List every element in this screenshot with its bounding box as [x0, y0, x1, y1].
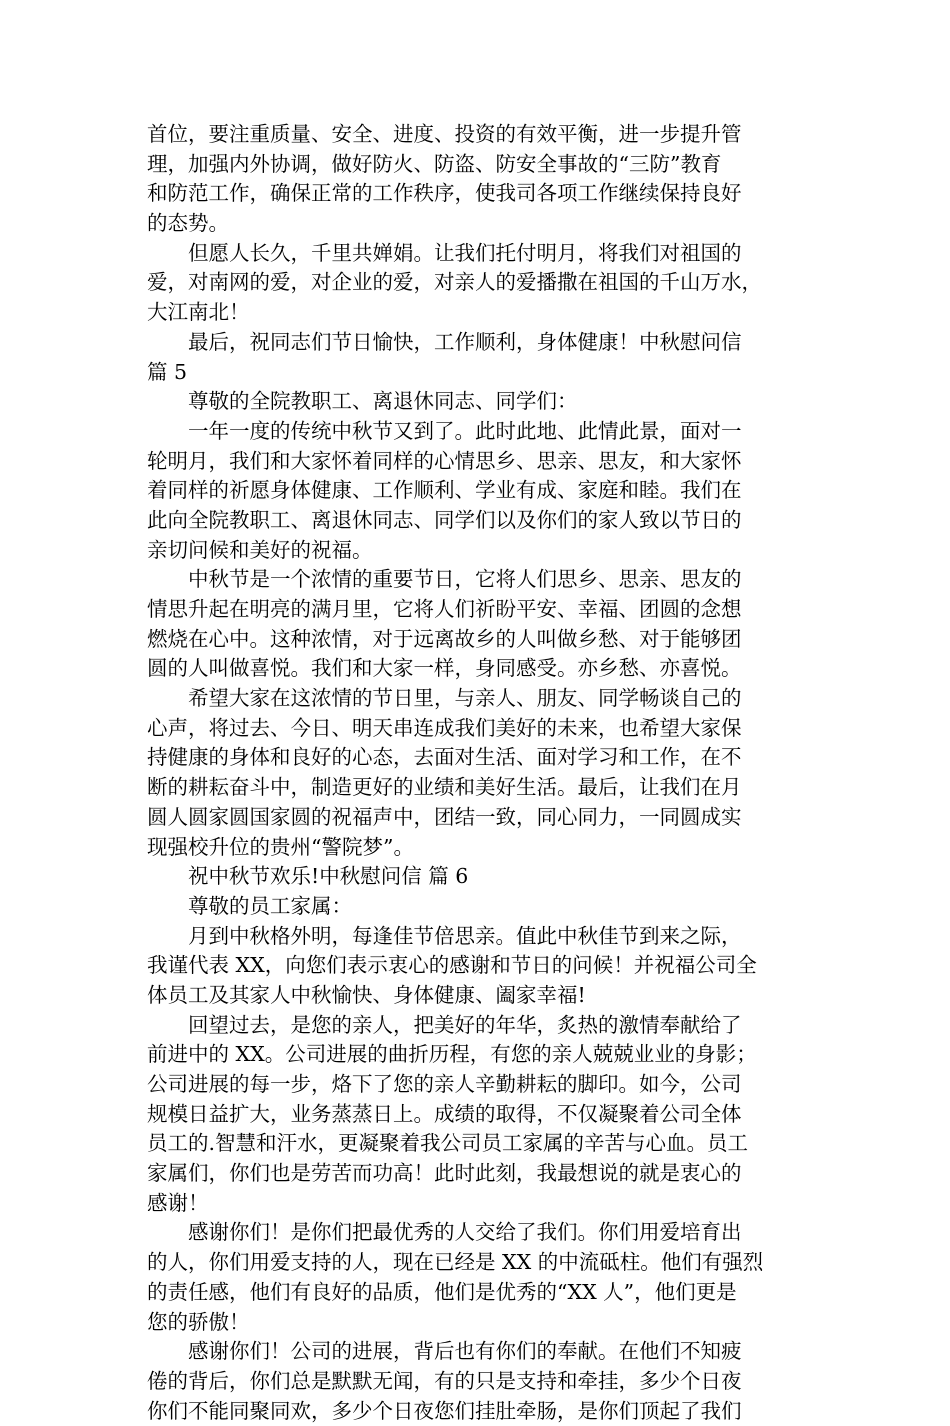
text-line: 尊敬的全院教职工、离退休同志、同学们： — [147, 389, 578, 414]
text-line: 爱，对南网的爱，对企业的爱，对亲人的爱播撒在祖国的千山万水， — [147, 270, 762, 295]
text-line: 一年一度的传统中秋节又到了。此时此地、此情此景，面对一 — [147, 418, 742, 443]
text-line: 和防范工作，确保正常的工作秩序，使我司各项工作继续保持良好 — [147, 181, 742, 206]
text-line: 大江南北！ — [147, 300, 250, 325]
text-line: 倦的背后，你们总是默默无闻，有的只是支持和牵挂，多少个日夜 — [147, 1368, 742, 1393]
text-line: 圆的人叫做喜悦。我们和大家一样，身同感受。亦乡愁、亦喜悦。 — [147, 656, 742, 681]
text-line: 情思升起在明亮的满月里，它将人们祈盼平安、幸福、团圆的念想 — [147, 597, 742, 621]
text-line: 家属们，你们也是劳苦而功高！此时此刻，我最想说的就是衷心的 — [147, 1161, 742, 1186]
text-line: 尊敬的员工家属： — [147, 893, 352, 918]
text-line: 前进中的 XX。公司进展的曲折历程，有您的亲人兢兢业业的身影； — [147, 1042, 757, 1067]
text-line: 理，加强内外协调，做好防火、防盗、防安全事故的“三防”教育 — [147, 151, 722, 176]
text-line: 现强校升位的贵州“警院梦”。 — [147, 834, 414, 859]
text-line: 公司进展的每一步，烙下了您的亲人辛勤耕耘的脚印。如今，公司 — [147, 1072, 742, 1096]
text-line: 你们不能同聚同欢，多少个日夜您们挂肚牵肠，是你们顶起了我们 — [147, 1398, 742, 1423]
text-line: 回望过去，是您的亲人，把美好的年华，炙热的激情奉献给了 — [147, 1012, 742, 1037]
text-line: 亲切问候和美好的祝福。 — [147, 537, 373, 562]
text-line: 断的耕耘奋斗中，制造更好的业绩和美好生活。最后，让我们在月 — [147, 775, 742, 800]
text-line: 的态势。 — [147, 211, 229, 236]
text-line: 月到中秋格外明，每逢佳节倍思亲。值此中秋佳节到来之际， — [147, 923, 742, 948]
text-line: 规模日益扩大，业务蒸蒸日上。成绩的取得，不仅凝聚着公司全体 — [147, 1101, 742, 1126]
text-line: 轮明月，我们和大家怀着同样的心情思乡、思亲、思友，和大家怀 — [147, 448, 742, 473]
text-line: 首位，要注重质量、安全、进度、投资的有效平衡，进一步提升管 — [147, 122, 742, 146]
text-line: 祝中秋节欢乐!中秋慰问信 篇 6 — [147, 864, 469, 889]
text-line: 体员工及其家人中秋愉快、身体健康、阖家幸福! — [147, 982, 586, 1007]
text-line: 您的骄傲！ — [147, 1309, 250, 1334]
text-line: 最后，祝同志们节日愉快，工作顺利，身体健康！中秋慰问信 — [147, 329, 742, 354]
text-line: 圆人圆家圆国家圆的祝福声中，团结一致，同心同力，一同圆成实 — [147, 804, 742, 829]
text-line: 燃烧在心中。这种浓情，对于远离故乡的人叫做乡愁、对于能够团 — [147, 626, 742, 651]
text-line: 此向全院教职工、离退休同志、同学们以及你们的家人致以节日的 — [147, 507, 742, 532]
text-line: 持健康的身体和良好的心态，去面对生活、面对学习和工作，在不 — [147, 745, 742, 770]
text-line: 感谢你们！公司的进展，背后也有你们的奉献。在他们不知疲 — [147, 1339, 742, 1364]
text-line: 着同样的祈愿身体健康、工作顺利、学业有成、家庭和睦。我们在 — [147, 478, 742, 503]
text-line: 心声，将过去、今日、明天串连成我们美好的未来，也希望大家保 — [147, 715, 742, 740]
text-line: 的人，你们用爱支持的人，现在已经是 XX 的中流砥柱。他们有强烈 — [147, 1250, 764, 1275]
text-line: 篇 5 — [147, 359, 188, 384]
text-line: 希望大家在这浓情的节日里，与亲人、朋友、同学畅谈自己的 — [147, 686, 742, 711]
text-line: 但愿人长久，千里共婵娟。让我们托付明月，将我们对祖国的 — [147, 240, 742, 265]
text-line: 感谢你们！是你们把最优秀的人交给了我们。你们用爱培育出 — [147, 1220, 742, 1245]
document-body — [147, 120, 812, 1426]
text-line: 员工的.智慧和汗水，更凝聚着我公司员工家属的辛苦与心血。员工 — [147, 1131, 749, 1156]
text-line: 中秋节是一个浓情的重要节日，它将人们思乡、思亲、思友的 — [147, 567, 742, 592]
text-line: 感谢！ — [147, 1190, 209, 1215]
text-line: 我谨代表 XX，向您们表示衷心的感谢和节日的问候！并祝福公司全 — [147, 953, 757, 978]
text-line: 的责任感，他们有良好的品质，他们是优秀的“XX 人”，他们更是 — [147, 1279, 737, 1304]
